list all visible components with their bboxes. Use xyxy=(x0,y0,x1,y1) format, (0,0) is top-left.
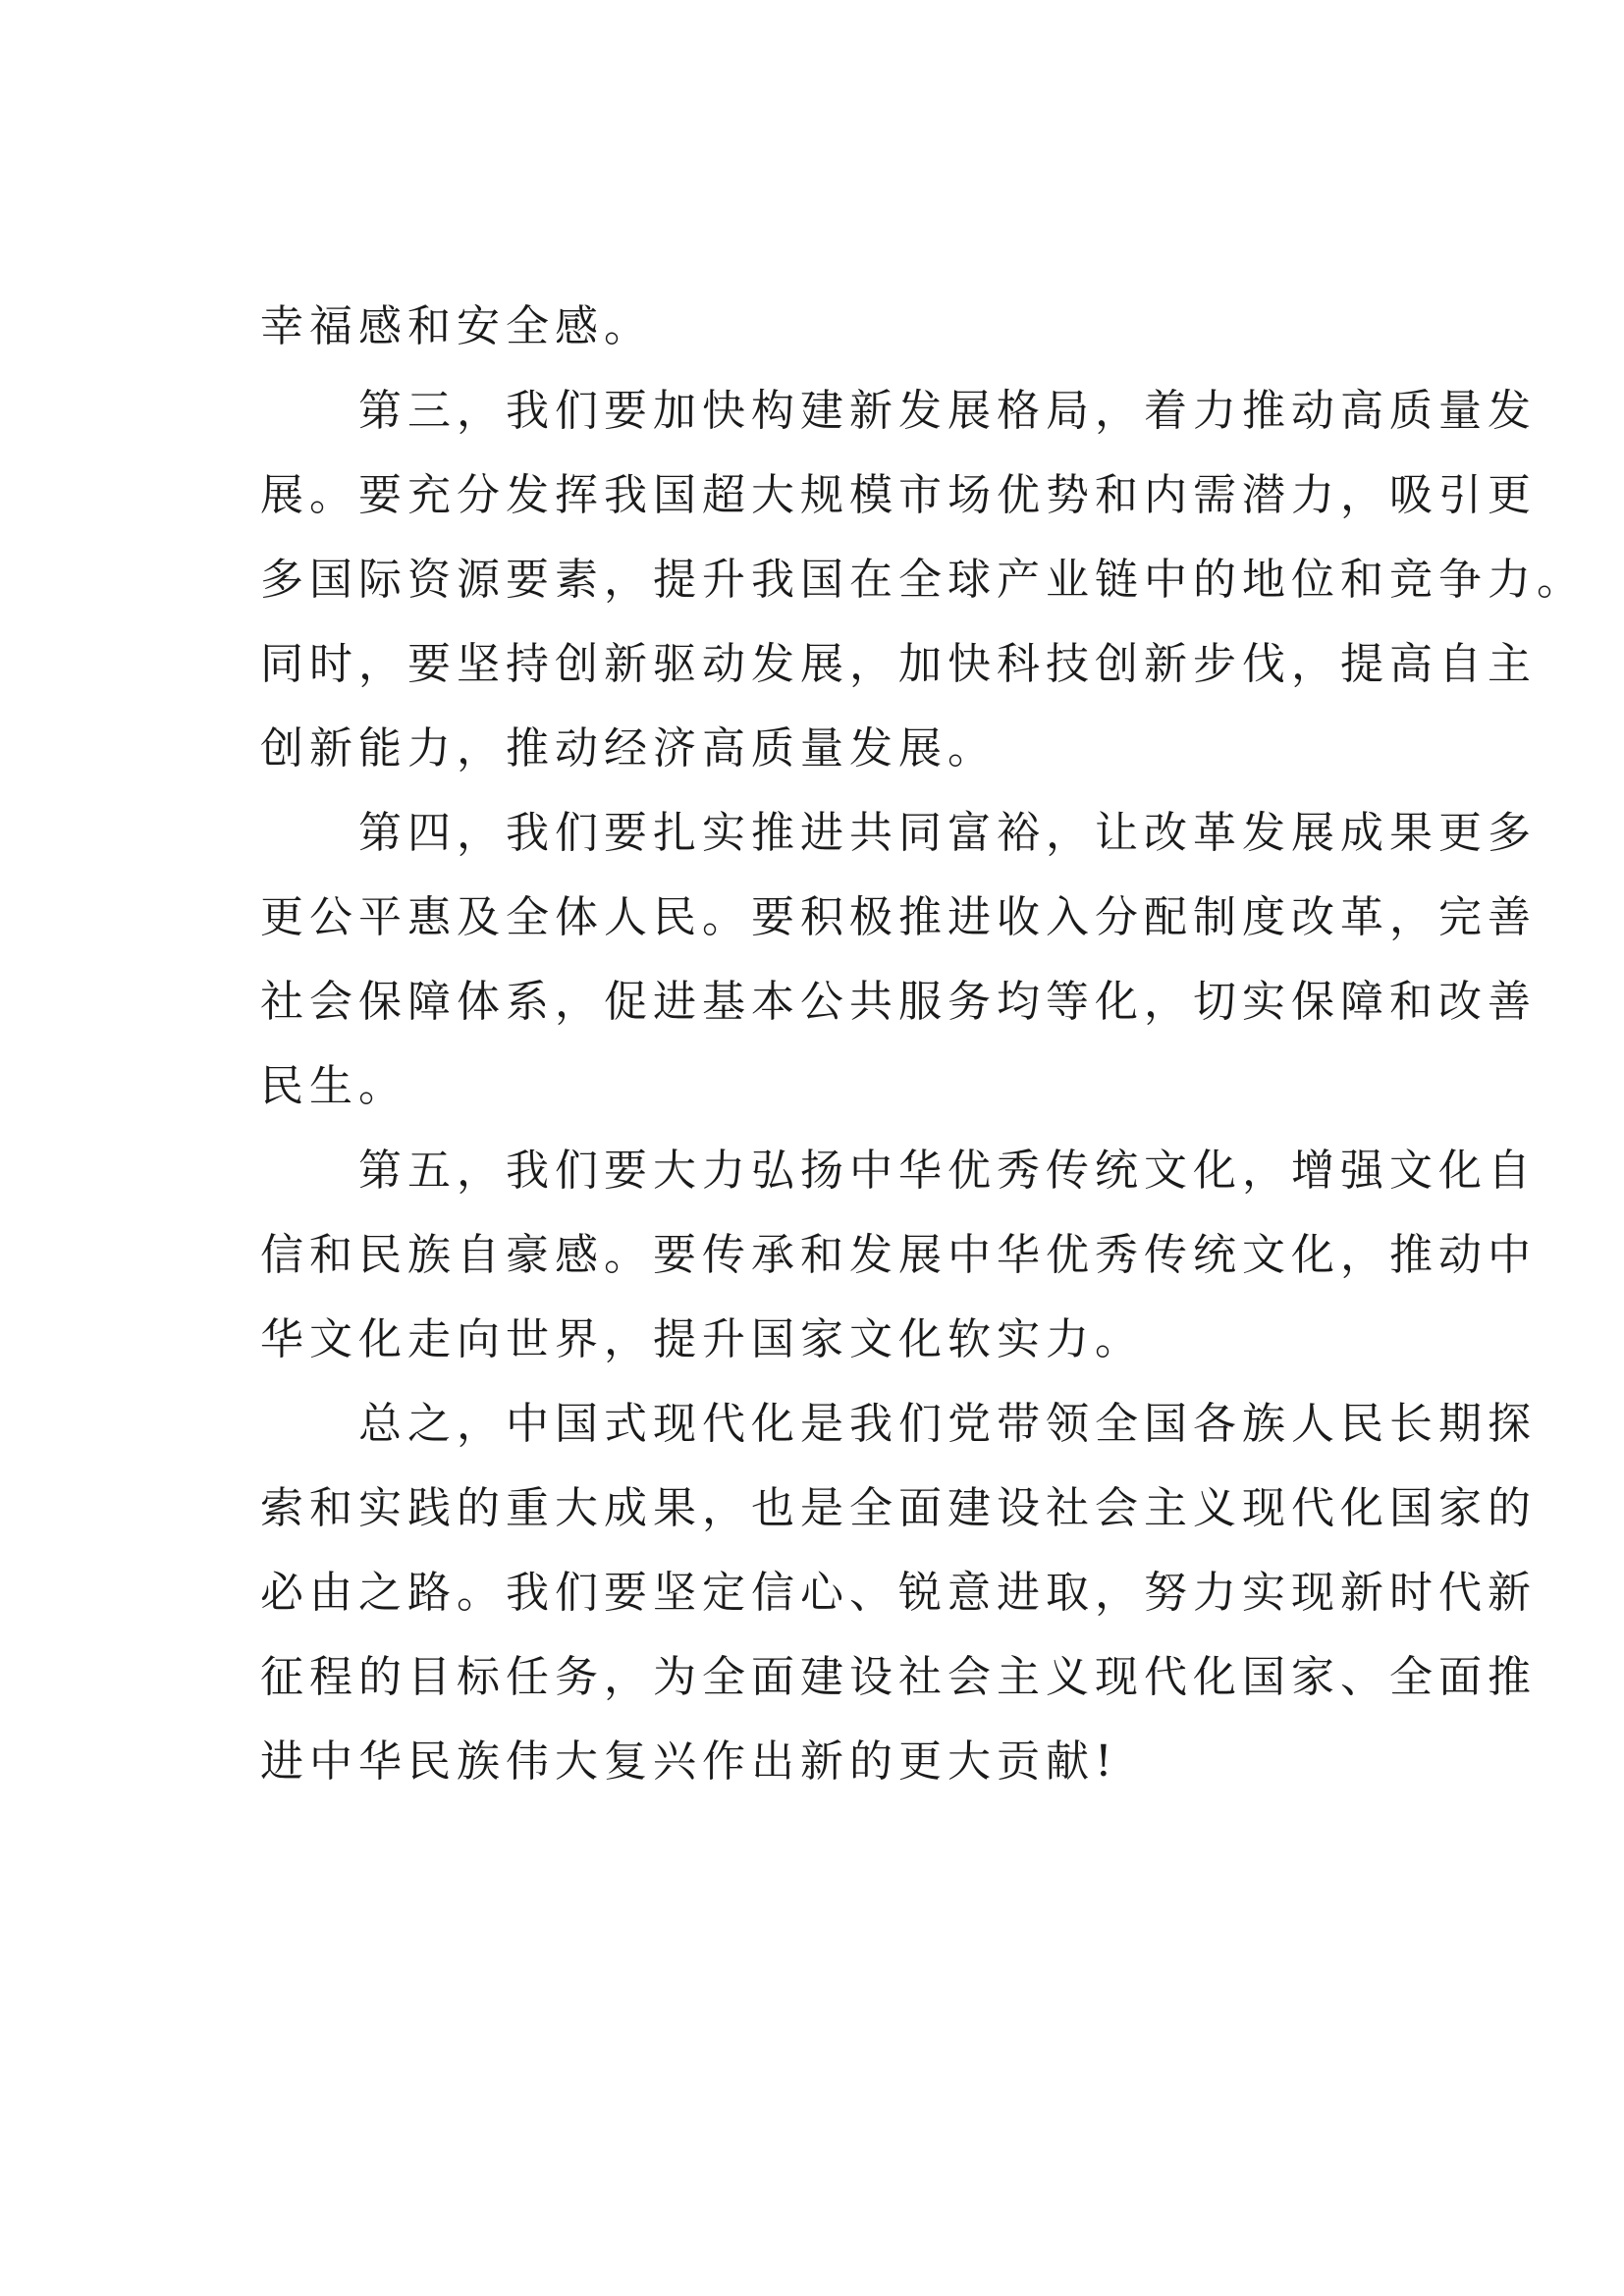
text-line: 第五，我们要大力弘扬中华优秀传统文化，增强文化自 xyxy=(260,1146,1537,1196)
text-line: 民生。 xyxy=(260,1061,407,1111)
text-line: 多国际资源要素，提升我国在全球产业链中的地位和竞争力。 xyxy=(260,555,1586,605)
text-line: 展。要充分发挥我国超大规模市场优势和内需潜力，吸引更 xyxy=(260,470,1537,520)
text-line: 索和实践的重大成果，也是全面建设社会主义现代化国家的 xyxy=(260,1483,1537,1533)
text-line: 创新能力，推动经济高质量发展。 xyxy=(260,723,997,774)
text-line: 征程的目标任务，为全面建设社会主义现代化国家、全面推 xyxy=(260,1652,1537,1702)
text-line: 同时，要坚持创新驱动发展，加快科技创新步伐，提高自主 xyxy=(260,639,1537,689)
text-line: 第四，我们要扎实推进共同富裕，让改革发展成果更多 xyxy=(260,808,1537,858)
text-line: 更公平惠及全体人民。要积极推进收入分配制度改革，完善 xyxy=(260,892,1537,942)
text-line: 社会保障体系，促进基本公共服务均等化，切实保障和改善 xyxy=(260,977,1537,1027)
document-body xyxy=(260,285,1586,1804)
text-line: 第三，我们要加快构建新发展格局，着力推动高质量发 xyxy=(260,386,1537,436)
text-line: 总之，中国式现代化是我们党带领全国各族人民长期探 xyxy=(260,1399,1537,1449)
text-line: 信和民族自豪感。要传承和发展中华优秀传统文化，推动中 xyxy=(260,1230,1537,1280)
text-line: 华文化走向世界，提升国家文化软实力。 xyxy=(260,1314,1144,1364)
text-line: 幸福感和安全感。 xyxy=(260,301,653,351)
text-line: 必由之路。我们要坚定信心、锐意进取，努力实现新时代新 xyxy=(260,1568,1537,1618)
text-line: 进中华民族伟大复兴作出新的更大贡献! xyxy=(260,1736,1118,1787)
